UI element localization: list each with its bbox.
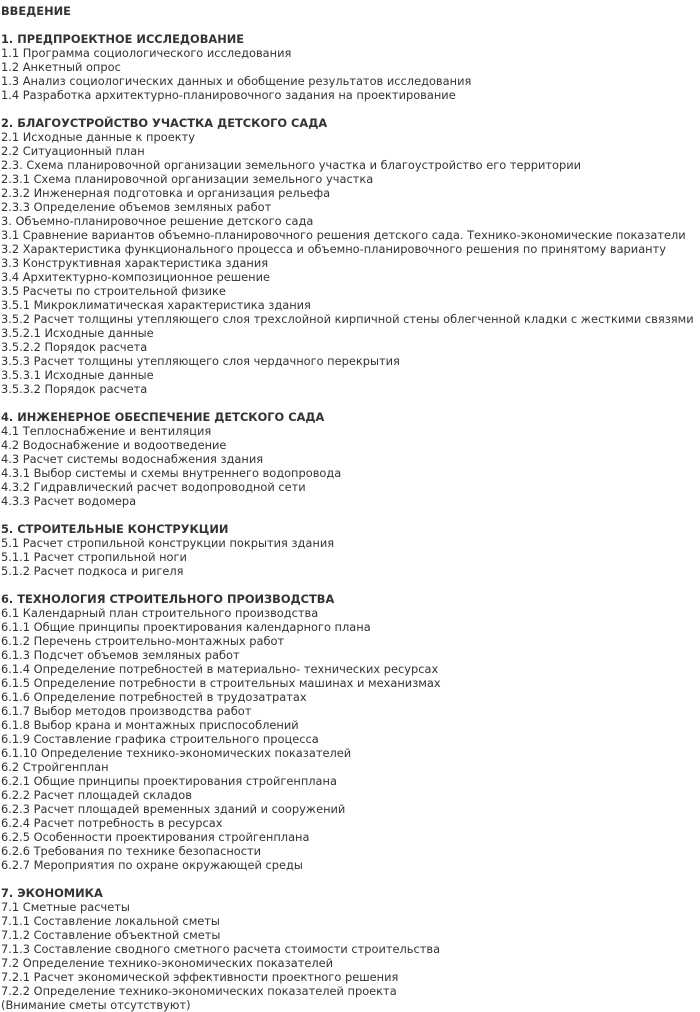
toc-entry: 4.3.1 Выбор системы и схемы внутреннего водопровода [1,466,342,480]
toc-entry: 6.1.4 Определение потребностей в материально- технических ресурсах [1,662,439,676]
toc-entry: 6.2.1 Общие принципы проектирования стройгенплана [1,774,337,788]
toc-entry: 6.2.5 Особенности проектирования стройгенплана [1,830,310,844]
toc-entry: 7.1.3 Составление сводного сметного расчета стоимости строительства [1,942,441,956]
toc-entry: 3.4 Архитектурно-композиционное решение [1,270,271,284]
toc-entry: 6.1.3 Подсчет объемов земляных работ [1,648,240,662]
toc-entry: 1.2 Анкетный опрос [1,60,121,74]
section-heading: 1. ПРЕДПРОЕКТНОЕ ИССЛЕДОВАНИЕ [1,32,245,46]
toc-entry: 3. Объемно-планировочное решение детского сада [1,214,314,228]
toc-entry: 3.5.2.2 Порядок расчета [1,340,148,354]
toc-entry: 2.3.2 Инженерная подготовка и организация рельефа [1,186,331,200]
toc-entry: 3.5.2.1 Исходные данные [1,326,154,340]
toc-entry: 6.1.1 Общие принципы проектирования календарного плана [1,620,371,634]
toc-entry: (Внимание сметы отсутствуют) [1,998,191,1012]
toc-entry: 3.5.3.1 Исходные данные [1,368,154,382]
toc-entry: 3.5.1 Микроклиматическая характеристика здания [1,298,311,312]
toc-entry: 7.1.1 Составление локальной сметы [1,914,220,928]
toc-entry: 4.3.2 Гидравлический расчет водопроводной сети [1,480,306,494]
toc-entry: 2.3. Схема планировочной организации земельного участка и благоустройство его территории [1,158,582,172]
toc-entry: 6.1.7 Выбор методов производства работ [1,704,252,718]
toc-entry: 3.1 Сравнение вариантов объемно-планировочного решения детского сада. Технико-экономические показатели [1,228,686,242]
toc-entry: 1.3 Анализ социологических данных и обобщение результатов исследования [1,74,472,88]
toc-entry: 2.1 Исходные данные к проекту [1,130,195,144]
toc-entry: 6.1.6 Определение потребностей в трудозатратах [1,690,307,704]
toc-entry: 6.1 Календарный план строительного производства [1,606,319,620]
toc-entry: 6.2.2 Расчет площадей складов [1,788,192,802]
toc-entry: 6.2.7 Мероприятия по охране окружающей среды [1,858,303,872]
toc-entry: 6.1.8 Выбор крана и монтажных приспособлений [1,718,299,732]
toc-entry: 7.1 Сметные расчеты [1,900,130,914]
toc-entry: 7.2 Определение технико-экономических показателей [1,956,334,970]
toc-entry: 6.2 Стройгенплан [1,760,109,774]
toc-entry: 3.5.3.2 Порядок расчета [1,382,148,396]
section-heading: 4. ИНЖЕНЕРНОЕ ОБЕСПЕЧЕНИЕ ДЕТСКОГО САДА [1,410,325,424]
blank-spacer [1,396,700,410]
section-heading: 6. ТЕХНОЛОГИЯ СТРОИТЕЛЬНОГО ПРОИЗВОДСТВА [1,592,335,606]
section-heading: ВВЕДЕНИЕ [1,4,71,18]
toc-entry: 1.1 Программа социологического исследования [1,46,292,60]
toc-entry: 7.2.1 Расчет экономической эффективности проектного решения [1,970,399,984]
blank-spacer [1,102,700,116]
toc-entry: 4.2 Водоснабжение и водоотведение [1,438,227,452]
blank-spacer [1,872,700,886]
toc-entry: 7.1.2 Составление объектной сметы [1,928,221,942]
toc-entry: 5.1 Расчет стропильной конструкции покрытия здания [1,536,335,550]
toc-entry: 3.5.3 Расчет толщины утепляющего слоя чердачного перекрытия [1,354,400,368]
toc-entry: 6.1.2 Перечень строительно-монтажных работ [1,634,285,648]
blank-spacer [1,18,700,32]
toc-entry: 2.3.3 Определение объемов земляных работ [1,200,272,214]
toc-entry: 3.2 Характеристика функционального процесса и объемно-планировочного решения по принятому варианту [1,242,666,256]
toc-entry: 4.3.3 Расчет водомера [1,494,137,508]
toc-entry: 6.2.4 Расчет потребность в ресурсах [1,816,223,830]
toc-entry: 7.2.2 Определение технико-экономических показателей проекта [1,984,397,998]
toc-entry: 2.2 Ситуационный план [1,144,145,158]
toc-entry: 5.1.2 Расчет подкоса и ригеля [1,564,184,578]
toc-entry: 3.5.2 Расчет толщины утепляющего слоя трехслойной кирпичной стены облегченной кладки с жесткими связями [1,312,694,326]
toc-entry: 3.3 Конструктивная характеристика здания [1,256,269,270]
toc-entry: 3.5 Расчеты по строительной физике [1,284,226,298]
toc-entry: 5.1.1 Расчет стропильной ноги [1,550,187,564]
blank-spacer [1,508,700,522]
toc-entry: 4.1 Теплоснабжение и вентиляция [1,424,212,438]
toc-entry: 2.3.1 Схема планировочной организации земельного участка [1,172,374,186]
section-heading: 7. ЭКОНОМИКА [1,886,103,900]
toc-entry: 6.1.5 Определение потребности в строительных машинах и механизмах [1,676,441,690]
blank-spacer [1,578,700,592]
toc-entry: 6.2.6 Требования по технике безопасности [1,844,262,858]
toc-entry: 4.3 Расчет системы водоснабжения здания [1,452,264,466]
section-heading: 5. СТРОИТЕЛЬНЫЕ КОНСТРУКЦИИ [1,522,229,536]
toc-entry: 6.1.10 Определение технико-экономических показателей [1,746,352,760]
section-heading: 2. БЛАГОУСТРОЙСТВО УЧАСТКА ДЕТСКОГО САДА [1,116,328,130]
toc-entry: 1.4 Разработка архитектурно-планировочного задания на проектирование [1,88,456,102]
toc-entry: 6.2.3 Расчет площадей временных зданий и сооружений [1,802,346,816]
toc-entry: 6.1.9 Составление графика строительного процесса [1,732,319,746]
